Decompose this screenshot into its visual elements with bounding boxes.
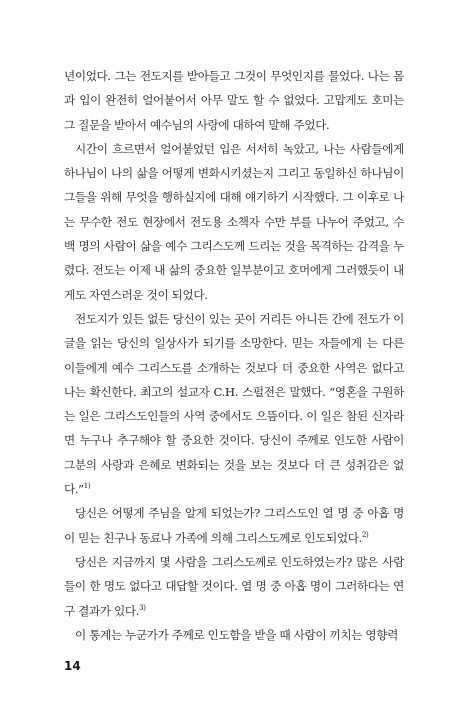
footnote-marker: 1) (83, 482, 91, 491)
paragraph-text: 당신은 어떻게 주님을 알게 되었는가? 그리스도인 열 명 중 아홉 명이 믿는 친구나 동료나 가족에 의해 그리스도께로 인도되었다. (64, 506, 404, 545)
page-number: 14 (64, 659, 81, 673)
paragraph-5 (64, 550, 404, 623)
footnote-marker: 2) (361, 530, 369, 539)
paragraph-2 (64, 137, 404, 307)
paragraph-4 (64, 501, 404, 550)
paragraph-text: 당신은 지금까지 몇 사람을 그리스도께로 인도하였는가? 많은 사람들이 한 명도 없다고 대답할 것이다. 열 명 중 아홉 명이 그러하다는 연구 결과가 있다. (64, 554, 404, 618)
paragraph-3 (64, 307, 404, 501)
paragraph-text: 시간이 흐르면서 얼어붙었던 입은 서서히 녹았고, 나는 사람들에게 하나님이 나의 삶을 어떻게 변화시키셨는지 그리고 동일하신 하나님이 그들을 위해 무엇을 행하실지에 대해 얘기하기 시작했다. 그 이후로 나는 무수한 전도 현장에서 전도용 소책자 수만 부를 나누어 주었고, 수백 명의 사람이 삶을 예수 그리스도께 드리는 것을 목격하는 감격을 누렸다. 전도는 이제 내 삶의 중요한 일부분이고 호머에게 그러했듯이 내게도 자연스러운 것이 되었다. (64, 141, 404, 302)
paragraph-text: 이 통계는 누군가가 주께로 인도함을 받을 때 사람이 끼치는 영향력 (75, 627, 398, 642)
paragraph-text: 전도지가 있든 없든 당신이 있는 곳이 거리든 아니든 간에 전도가 이 글을 읽는 당신의 일상사가 되기를 소망한다. 믿는 자들에게 는 다른 이들에게 예수 그리스도를 소개하는 것보다 더 중요한 사역은 없다고 나는 확신한다. 최고의 설교자 C.H. 스펄전은 말했다. “영혼을 구원하는 일은 그리스도인들의 사역 중에서도 으뜸이다. 이 일은 참된 신자라면 누구나 추구해야 할 중요한 것이다. 당신이 주께로 인도한 사람이 그분의 사랑과 은혜로 변화되는 것을 보는 것보다 더 큰 성취감은 없다.” (64, 311, 404, 497)
footnote-marker: 3) (139, 603, 146, 612)
paragraph-6 (64, 623, 404, 647)
body-text (64, 64, 404, 647)
paragraph-1 (64, 64, 404, 137)
paragraph-text: 년이었다. 그는 전도지를 받아들고 그것이 무엇인지를 물었다. 나는 몸과 입이 완전히 얼어붙어서 아무 말도 할 수 없었다. 고맙게도 호미는 그 질문을 받아서 예수님의 사랑에 대하여 말해 주었다. (64, 69, 404, 132)
